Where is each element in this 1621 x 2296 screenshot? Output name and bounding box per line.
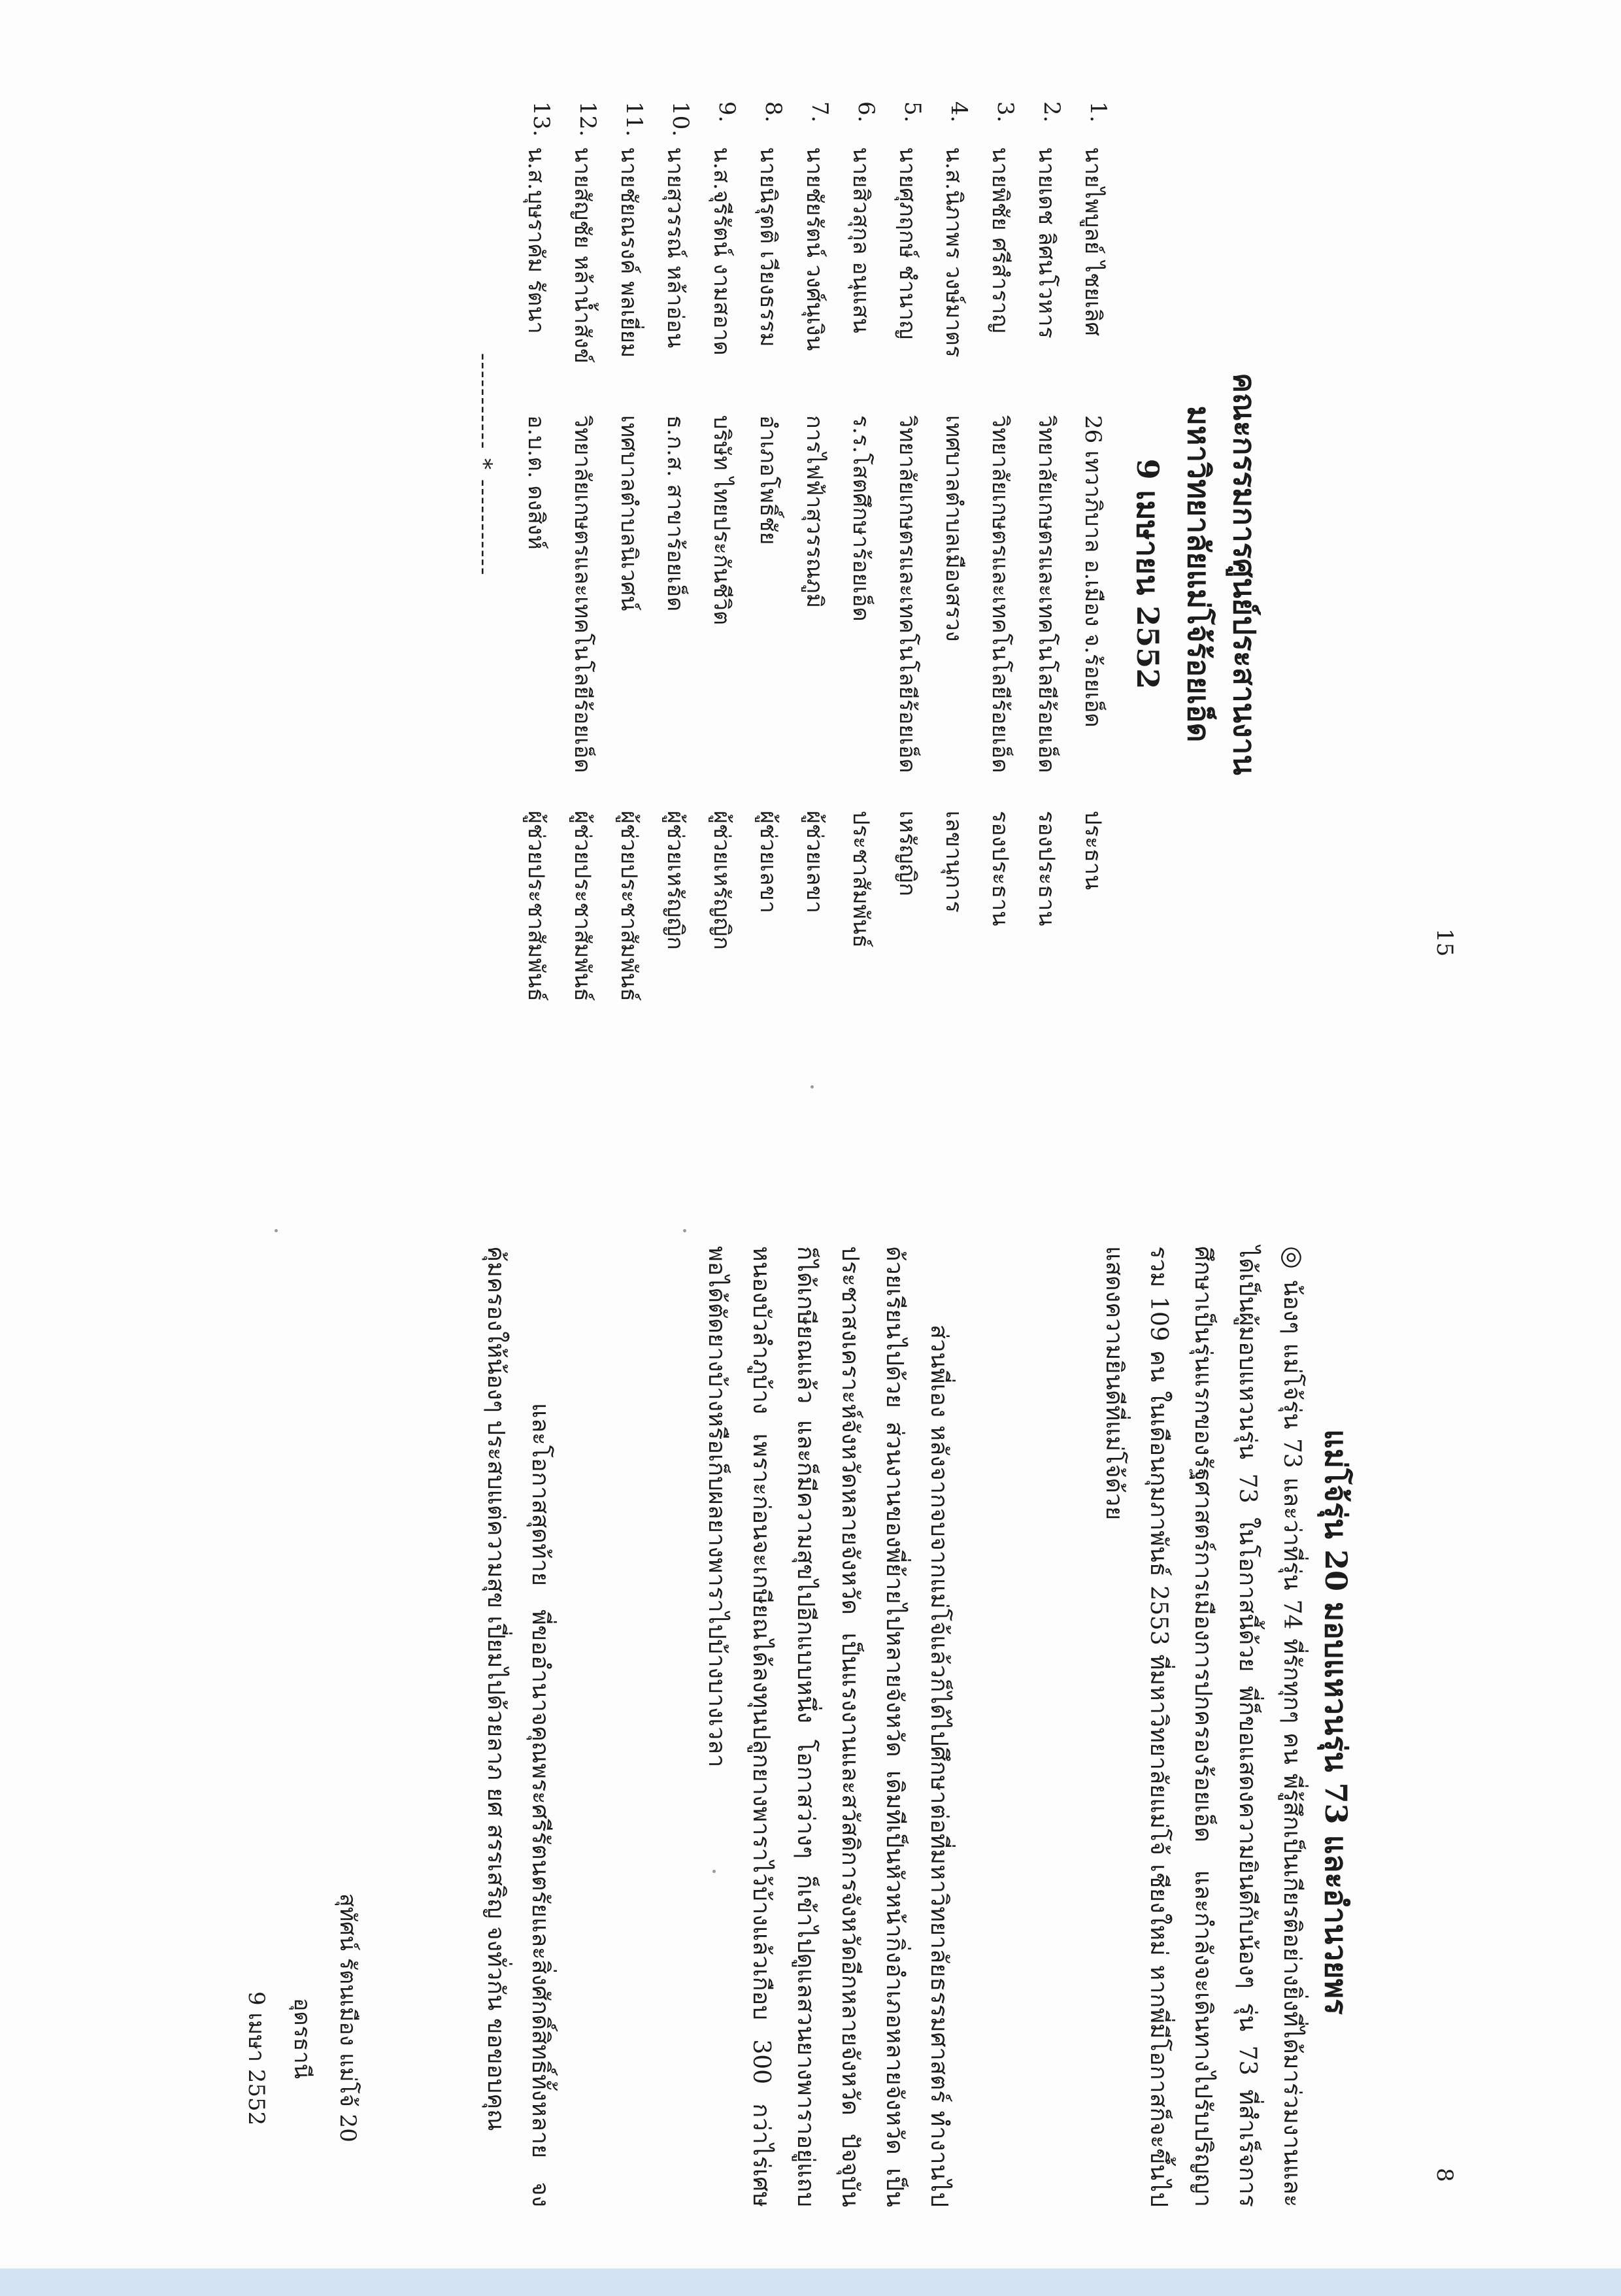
member-number: 1.: [1085, 101, 1111, 123]
member-number: 8.: [760, 101, 786, 123]
article-paragraph: [473, 1246, 562, 2207]
member-organization: อำเภอโพธิ์ชัย: [755, 415, 781, 545]
article-paragraph: [694, 1246, 961, 2207]
signature-date: 9 เมษา 2552: [243, 1991, 269, 2126]
member-number: 5.: [899, 101, 926, 123]
member-organization: วิทยาลัยเกษตรและเทคโนโลยีร้อยเอ็ด: [894, 415, 920, 773]
member-organization: วิทยาลัยเกษตรและเทคโนโลยีร้อยเอ็ด: [1033, 415, 1060, 773]
member-role: เลขานุการ: [941, 811, 967, 913]
member-number: 3.: [992, 101, 1018, 123]
member-row: [1018, 101, 1065, 1082]
member-role: ประธาน: [1080, 811, 1106, 890]
member-role: รองประธาน: [1033, 811, 1060, 926]
scan-edge-strip: [0, 2269, 1621, 2296]
page-number: 15: [1431, 928, 1458, 957]
member-row: [508, 101, 554, 1082]
member-number: 11.: [621, 101, 647, 137]
member-name: นายพิชัย ศรีสำราญ: [987, 147, 1013, 333]
paragraph-text: และโอกาสสุดท้าย พี่ขออำนาจคุณพระศรีรัตนตรัยและสิ่งศักดิ์สิทธิ์ทั้งหลาย จงคุ้มครองให้น้องๆ ประสบแต่ความสุข เปี่ยมไปด้วยลาภ ยศ สรรเสริญ จงทั่วกัน ขอขอบคุณ: [482, 1246, 554, 2207]
member-organization: วิทยาลัยเกษตรและเทคโนโลยีร้อยเอ็ด: [987, 415, 1013, 773]
member-row: [601, 101, 647, 1082]
member-name: นายนิรุตติ เวียงธรรม: [755, 147, 781, 347]
member-role: ประชาสัมพันธ์: [848, 811, 874, 948]
scan-speck: [811, 1085, 814, 1089]
member-name: นายชัยณรงค์ พลเยี่ยม: [616, 147, 642, 358]
member-name: นายชัยรัตน์ วงศ์นุเงิน: [801, 147, 827, 351]
member-row: [554, 101, 601, 1082]
member-name: นายสุวรรณ์ หล้าอ่อน: [662, 147, 688, 348]
member-organization: ร.ร.โสตศึกษาร้อยเอ็ด: [848, 415, 874, 622]
member-row: [647, 101, 694, 1082]
member-organization: เทศบาลตำบลนิเวศน์: [616, 415, 642, 611]
page-number: 8: [1431, 2168, 1458, 2182]
member-role: รองประธาน: [987, 811, 1013, 926]
member-role: ผู้ช่วยประชาสัมพันธ์: [616, 811, 642, 1002]
member-role: ผู้ช่วยประชาสัมพันธ์: [523, 811, 549, 1002]
member-row: [926, 101, 972, 1082]
member-number: 12.: [575, 101, 601, 137]
member-role: ผู้ช่วยประชาสัมพันธ์: [569, 811, 595, 1002]
scan-speck: [275, 1229, 278, 1232]
committee-subtitle: มหาวิทยาลัยแม่โจ้ร้อยเอ็ด: [1181, 405, 1216, 743]
member-number: 13.: [528, 101, 554, 137]
member-row: [879, 101, 926, 1082]
member-organization: การไฟฟ้าสุวรรณภูมิ: [801, 415, 827, 609]
member-name: น.ส.บุษราคัม รัตนา: [523, 147, 549, 334]
member-organization: บริษัท ไทยประกันชีวิต: [709, 415, 735, 626]
article-paragraph: [1092, 1246, 1315, 2207]
member-role: เหรัญญิก: [894, 811, 920, 896]
member-row: [1065, 101, 1111, 1082]
member-row: [972, 101, 1018, 1082]
paragraph-text: น้องๆ แม่โจ้รุ่น 73 และว่าที่รุ่น 74 ที่รักทุกๆ คน พี่รู้สึกเป็นเกียรติอย่างยิ่งที่ได้มาร่วมงานและได้เป็นผู้มอบแหวนรุ่น 73 ในโอกาสนี้ด้วย พี่ก็ขอแสดงความยินดีกับน้องๆ รุ่น 73 ที่สำเร็จการศึกษาเป็นรุ่นแรกของรัฐศาสตร์การเมืองการปกครองร้อยเอ็ด และกำลังจะเดินทางไปรับปริญญารวม 109 คน ในเดือนกุมภาพันธ์ 2553 ที่มหาวิทยาลัยแม่โจ้ เชียงใหม่ หากพี่มีโอกาสก็จะขึ้นไปแสดงความยินดีที่แม่โจ้ด้วย: [1101, 1246, 1305, 2207]
member-organization: 26 เทวาภิบาล อ.เมือง จ.ร้อยเอ็ด: [1080, 415, 1106, 728]
member-number: 10.: [667, 101, 694, 137]
committee-date: 9 เมษายน 2552: [1130, 458, 1165, 690]
member-row: [740, 101, 786, 1082]
end-mark: ----------- * -----------: [471, 353, 497, 577]
member-row: [694, 101, 740, 1082]
member-name: นายสัญชัย หล้าน้ำสังข์: [569, 147, 595, 364]
signature-place: อุดรธานี: [289, 1998, 315, 2079]
member-role: ผู้ช่วยเหรัญญิก: [709, 811, 735, 950]
member-role: ผู้ช่วยเหรัญญิก: [662, 811, 688, 950]
paragraph-text: ส่วนพี่เอง หลังจากจบจากแม่โจ้แล้วก็ได้ไปศึกษาต่อที่มหาวิทยาลัยธรรมศาสตร์ ทำงานไปด้วยเรียนไปด้วย ส่วนงานของพี่ย้ายไปหลายจังหวัด เดิมทีเป็นหัวหน้ากิ่งอำเภอหลายจังหวัด เป็นประชาสงเคราะห์จังหวัดหลายจังหวัด เป็นแรงงานและสวัสดิการจังหวัดอีกหลายจังหวัด ปัจจุบันก็ได้เกษียณแล้ว และก็มีความสุขไปอีกแบบหนึ่ง โอกาสว่างๆ ก็เข้าไปดูแลสวนยางพาราอยู่แถบหนองบัวลำภูบ้าง เพราะก่อนจะเกษียณได้ลงทุนปลูกยางพาราไว้บ้างแล้วเกือบ 300 กว่าไร่เศษ พอได้ตัดยางบ้างหรือเก็บผลยางพาราไปบ้างบางเวลา: [703, 1246, 952, 2207]
committee-title: คณะกรรมการศูนย์ประสานงาน: [1227, 373, 1262, 775]
scan-speck: [683, 1229, 686, 1232]
member-number: 7.: [807, 101, 833, 123]
member-name: นายไพบูลย์ ไชยเลิศ: [1080, 147, 1106, 337]
article-title: แม่โจ้รุ่น 20 มอบแหวนรุ่น 73 และอำนวยพร: [1318, 1429, 1354, 2015]
member-list: [508, 101, 1111, 1082]
scan-speck: [712, 1870, 716, 1873]
member-name: น.ส.นิภาพร วงษ์มาตร: [941, 147, 967, 358]
member-name: นายศุภฤกษ์ ชำนาญ: [894, 147, 920, 340]
member-organization: เทศบาลตำบลเมืองสรวง: [941, 415, 967, 642]
article-page: [0, 1148, 1621, 2296]
member-row: [833, 101, 879, 1082]
member-role: ผู้ช่วยเลขา: [801, 811, 827, 913]
member-number: 4.: [946, 101, 972, 123]
member-number: 2.: [1039, 101, 1065, 123]
member-number: 9.: [714, 101, 740, 123]
bullet-icon: ◎: [1278, 1246, 1308, 1271]
signature-name: สุทัศน์ รัตนเมือง แม่โจ้ 20: [335, 1893, 361, 2142]
member-number: 6.: [853, 101, 879, 123]
member-organization: ธ.ก.ส. สาขาร้อยเอ็ด: [662, 415, 688, 612]
member-row: [786, 101, 833, 1082]
member-organization: อ.บ.ต. ดงสิงห์: [523, 415, 549, 550]
member-role: ผู้ช่วยเลขา: [755, 811, 781, 913]
member-name: นายเดช ลิศนโวหาร: [1033, 147, 1060, 339]
member-name: น.ส.จุรีรัตน์ งามสอาด: [709, 147, 735, 356]
member-name: นายสิวสุกุล อนุแสน: [848, 147, 874, 333]
member-organization: วิทยาลัยเกษตรและเทคโนโลยีร้อยเอ็ด: [569, 415, 595, 773]
